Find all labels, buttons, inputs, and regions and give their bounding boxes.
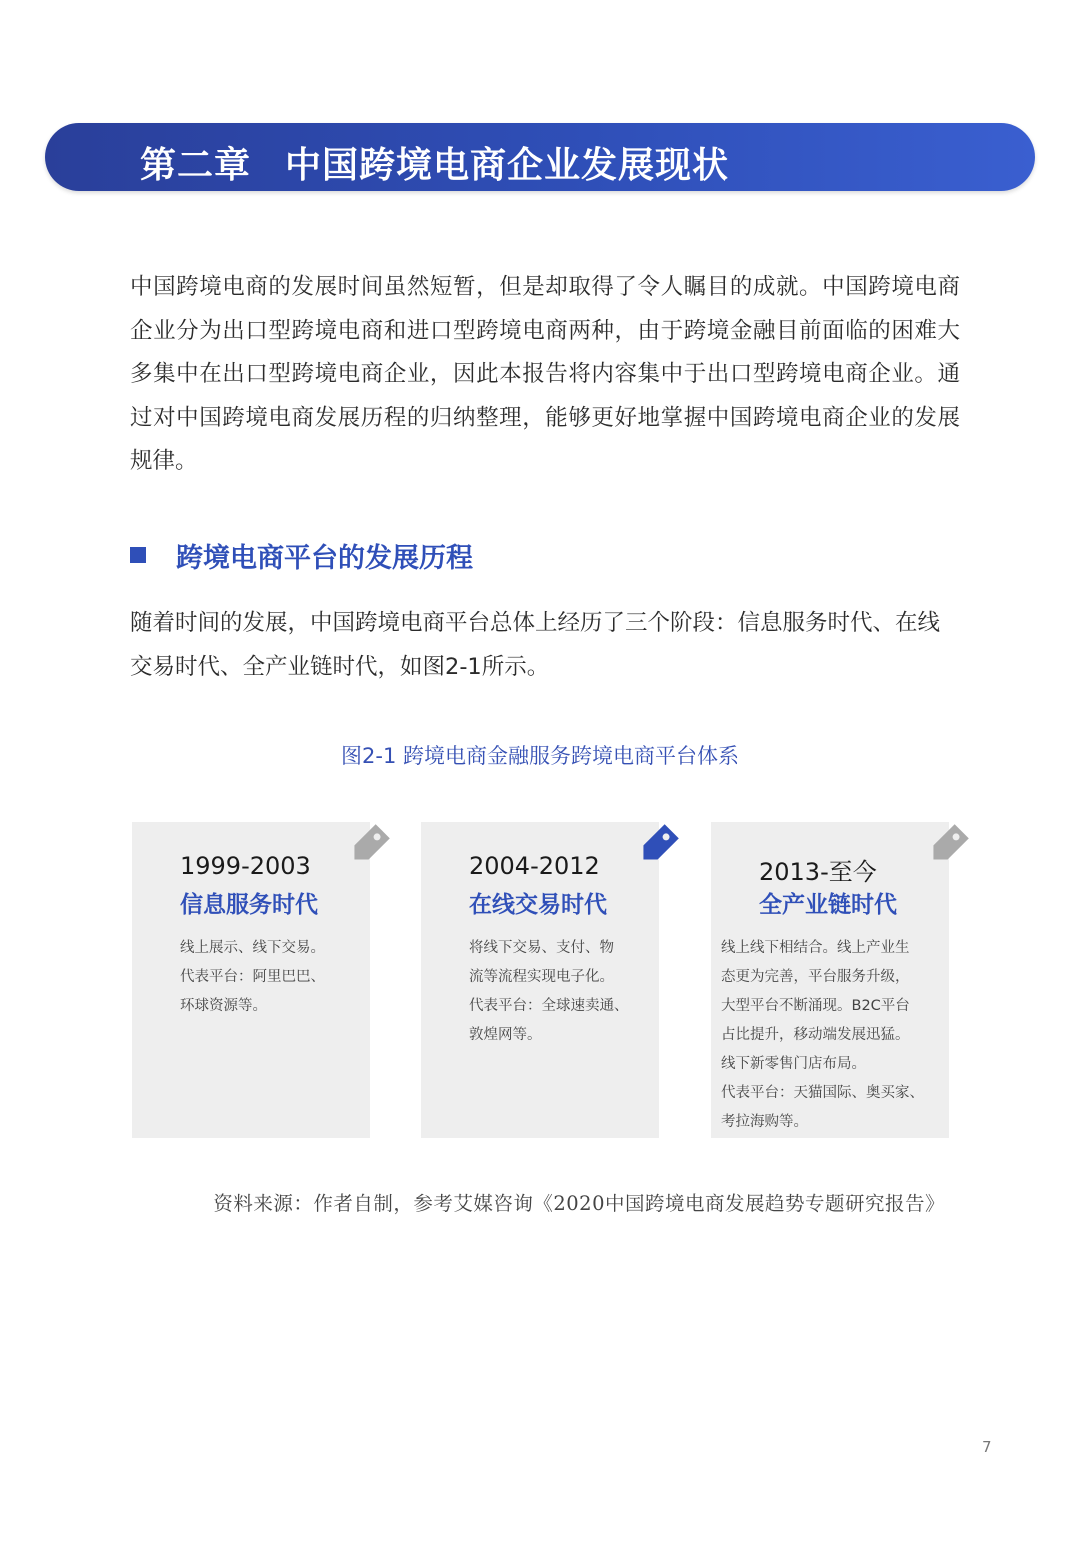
desc-line: 敦煌网等。 <box>469 1027 542 1043</box>
square-bullet-icon <box>130 547 146 563</box>
stage-card-3 <box>711 822 949 1138</box>
desc-line: 流等流程实现电子化。 <box>469 969 614 985</box>
desc-line: 线上线下相结合。线上产业生 <box>721 940 910 956</box>
figure-caption: 图2-1 跨境电商金融服务跨境电商平台体系 <box>341 744 739 768</box>
desc-line: 环球资源等。 <box>180 998 267 1014</box>
stage-description <box>469 934 651 1050</box>
price-tag-icon <box>921 816 977 872</box>
chapter-number: 第二章 <box>140 145 252 186</box>
stage-years: 2013-至今 <box>759 858 877 886</box>
desc-line: 代表平台：阿里巴巴、 <box>180 969 325 985</box>
stage-era: 全产业链时代 <box>759 892 897 918</box>
desc-line: 线上展示、线下交易。 <box>180 940 325 956</box>
stage-card-2 <box>421 822 659 1138</box>
stage-card-1 <box>132 822 370 1138</box>
intro-paragraph: 中国跨境电商的发展时间虽然短暂，但是却取得了令人瞩目的成就。中国跨境电商企业分为出口型跨境电商和进口型跨境电商两种，由于跨境金融目前面临的困难大多集中在出口型跨境电商企业，因此本报告将内容集中于出口型跨境电商企业。通过对中国跨境电商发展历程的归纳整理，能够更好地掌握中国跨境电商企业的发展规律。 <box>130 274 960 474</box>
stage-era: 在线交易时代 <box>469 892 607 918</box>
section-paragraph: 随着时间的发展，中国跨境电商平台总体上经历了三个阶段：信息服务时代、在线交易时代、全产业链时代，如图2-1所示。 <box>130 610 941 680</box>
desc-line: 考拉海购等。 <box>721 1114 808 1130</box>
stage-years: 2004-2012 <box>469 852 600 880</box>
stage-description <box>180 934 362 1021</box>
desc-line: 代表平台：天猫国际、奥买家、 <box>721 1085 924 1101</box>
stage-description <box>721 934 943 1137</box>
source-note: 资料来源：作者自制，参考艾媒咨询《2020中国跨境电商发展趋势专题研究报告》 <box>213 1192 945 1215</box>
stage-era: 信息服务时代 <box>180 892 318 918</box>
desc-line: 将线下交易、支付、物 <box>469 940 614 956</box>
desc-line: 线下新零售门店布局。 <box>721 1056 866 1072</box>
stage-years: 1999-2003 <box>180 852 311 880</box>
chapter-title: 中国跨境电商企业发展现状 <box>285 145 730 186</box>
price-tag-icon <box>631 816 687 872</box>
price-tag-icon <box>342 816 398 872</box>
page-number: 7 <box>982 1438 992 1456</box>
section-heading <box>130 535 473 575</box>
desc-line: 代表平台：全球速卖通、 <box>469 998 629 1014</box>
chapter-banner <box>45 123 1035 191</box>
desc-line: 态更为完善，平台服务升级， <box>721 969 910 985</box>
section-title: 跨境电商平台的发展历程 <box>176 542 473 574</box>
desc-line: 大型平台不断涌现。B2C平台 <box>721 998 910 1014</box>
desc-line: 占比提升，移动端发展迅猛。 <box>721 1027 910 1043</box>
